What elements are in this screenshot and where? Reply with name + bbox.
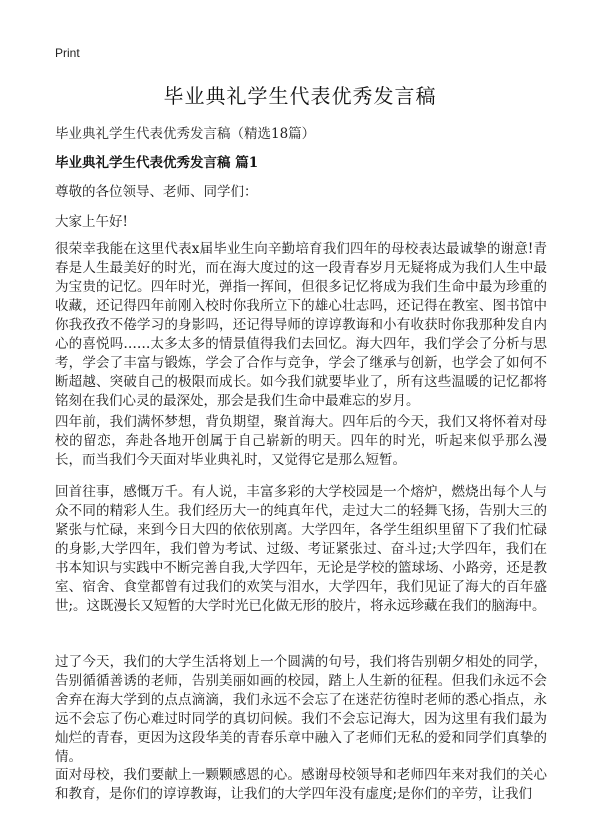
paragraph: 回首往事，感慨万千。有人说，丰富多彩的大学校园是一个熔炉，燃烧出每个人与众不同的精彩人生。我们经历大一的纯真年代，走过大二的轻舞飞扬，告别大三的紧张与忙碌，来到今日大四的依依别离。大学四年，各学生组织里留下了我们忙碌的身影,大学四年，我们曾为考试、过级、考证紧张过、奋斗过;大学四年，我们在书本知识与实践中不断完善自我,大学四年，无论是学校的篮球场、小路旁，还是教室、宿舍、食堂都曾有过我们的欢笑与泪水，大学四年，我们见证了海大的百年盛世;。这既漫长又短暂的大学时光已化做无形的胶片，将永远珍藏在我们的脑海中。 xyxy=(55,484,547,614)
greeting: 大家上午好! xyxy=(55,214,128,230)
paragraph: 很荣幸我能在这里代表x届毕业生向辛勤培育我们四年的母校表达最诚挚的谢意!青春是人生最美好的时光，而在海大度过的这一段青春岁月无疑将成为我们人生中最为宝贵的记忆。四年时光，弹指一挥间，但很多记忆将成为我们生命中最为珍重的收藏，还记得四年前刚入校时你我所立下的雄心壮志吗，还记得在教室、图书馆中你我孜孜不倦学习的身影吗，还记得导师的谆谆教诲和小有收获时你我那种发自内心的喜悦吗……太多太多的情景值得我们去回忆。海大四年，我们学会了分析与思考，学会了丰富与锻炼，学会了合作与竞争，学会了继承与创新，也学会了如何不断超越、突破自己的极限而成长。如今我们就要毕业了，所有这些温暖的记忆都将铭刻在我们心灵的最深处，那会是我们生命中最难忘的岁月。 xyxy=(55,241,547,409)
page-title: 毕业典礼学生代表优秀发言稿 xyxy=(163,84,437,108)
print-label[interactable]: Print xyxy=(55,46,80,60)
salutation: 尊敬的各位领导、老师、同学们： xyxy=(55,184,258,200)
section-heading: 毕业典礼学生代表优秀发言稿 篇1 xyxy=(55,155,259,171)
subtitle: 毕业典礼学生代表优秀发言稿（精选18篇） xyxy=(55,126,316,142)
paragraph: 四年前，我们满怀梦想，背负期望，聚首海大。四年后的今天，我们又将怀着对母校的留恋，奔赴各地开创属于自己崭新的明天。四年的时光，听起来似乎那么漫长，而当我们今天面对毕业典礼时，又觉得它是那么短暂。 xyxy=(55,414,547,468)
paragraph: 面对母校，我们要献上一颗颗感恩的心。感谢母校领导和老师四年来对我们的关心和教育，是你们的谆谆教诲，让我们的大学四年没有虚度;是你们的辛劳，让我们 xyxy=(55,767,547,802)
paragraph: 过了今天，我们的大学生活将划上一个圆满的句号，我们将告别朝夕相处的同学，告别循循善诱的老师，告别美丽如画的校园，踏上人生新的征程。但我们永远不会舍弃在海大学到的点点滴滴，我们永远不会忘了在迷茫彷徨时老师的悉心指点，永远不会忘了伤心难过时同学的真切问候。我们不会忘记海大，因为这里有我们最为灿烂的青春，更因为这段华美的青春乐章中融入了老师们无私的爱和同学们真挚的情。 xyxy=(55,654,547,765)
